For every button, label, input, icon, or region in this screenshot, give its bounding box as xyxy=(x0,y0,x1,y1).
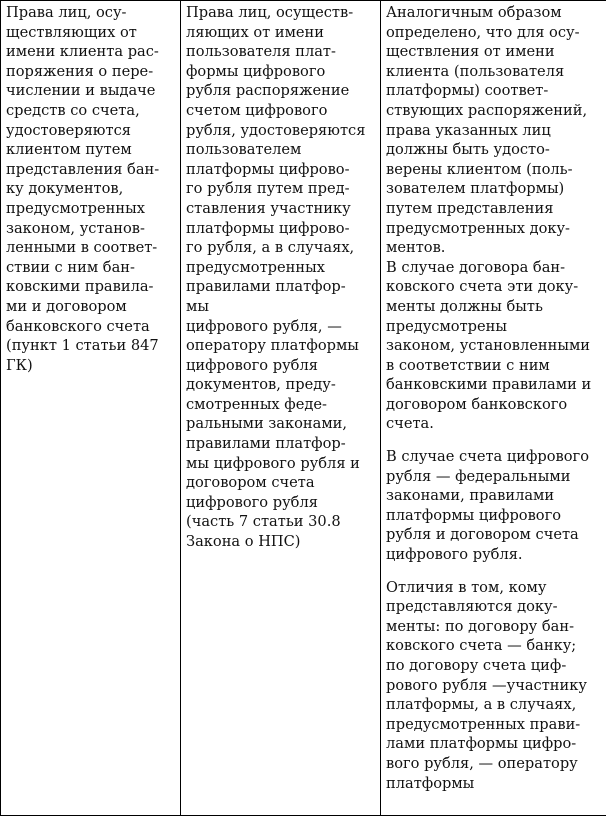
commentary-paragraph: Отличия в том, кому представляются доку- менты: по договору бан- ковского счета — банку; по договору счета циф- рового рубля —участнику платформы, а в случаях, предусмотренных прави- лами платформы цифро- вого рубля, — оператору платформы xyxy=(386,578,587,792)
commentary-paragraph: В случае счета цифрового рубля — федеральными законами, правилами платформы цифрового рубля и договором счета цифрового рубля. xyxy=(386,448,589,564)
cell-text-nps: Права лиц, осуществ- ляющих от имени пользователя плат- формы цифрового рубля распоряжение счетом цифрового рубля, удостоверяются пользователем платформы цифрово- го рубля путем пред- ставления участнику платформы цифрово- го рубля, а в случаях, предусмотренных правилами платфор- мы цифрового рубля, — оператору платформы цифрового рубля документов, преду- смотренных феде- ральными законами, правилами платфор- мы цифрового рубля и договором счета цифрового рубля (часть 7 статьи 30.8 Закона о НПС) xyxy=(186,4,366,551)
table-cell-commentary xyxy=(381,1,606,816)
cell-text-gk: Права лиц, осу- ществляющих от имени клиента рас- поряжения о пере- числении и выдаче средств со счета, удостоверяются клиентом путем представления бан- ку документов, предусмотренных законом, установ- ленными в соответ- ствии с ним бан- ковскими правила- ми и договором банковского счета (пункт 1 статьи 847 ГК) xyxy=(6,4,160,374)
commentary-paragraph: Аналогичным образом определено, что для осу- ществления от имени клиента (пользователя платформы) соответ- ствующих распоряжений, права указанных лиц должны быть удосто- верены клиентом (поль- зователем платформы) путем представления предусмотренных доку- ментов. xyxy=(386,4,588,257)
table-cell-gk xyxy=(1,1,181,816)
table-row xyxy=(1,1,606,816)
table-cell-nps xyxy=(181,1,381,816)
commentary-paragraph: В случае договора бан- ковского счета эти доку- менты должны быть предусмотрены законом, установленными в соответствии с ним банковскими правилами и договором банковского счета. xyxy=(386,258,592,433)
